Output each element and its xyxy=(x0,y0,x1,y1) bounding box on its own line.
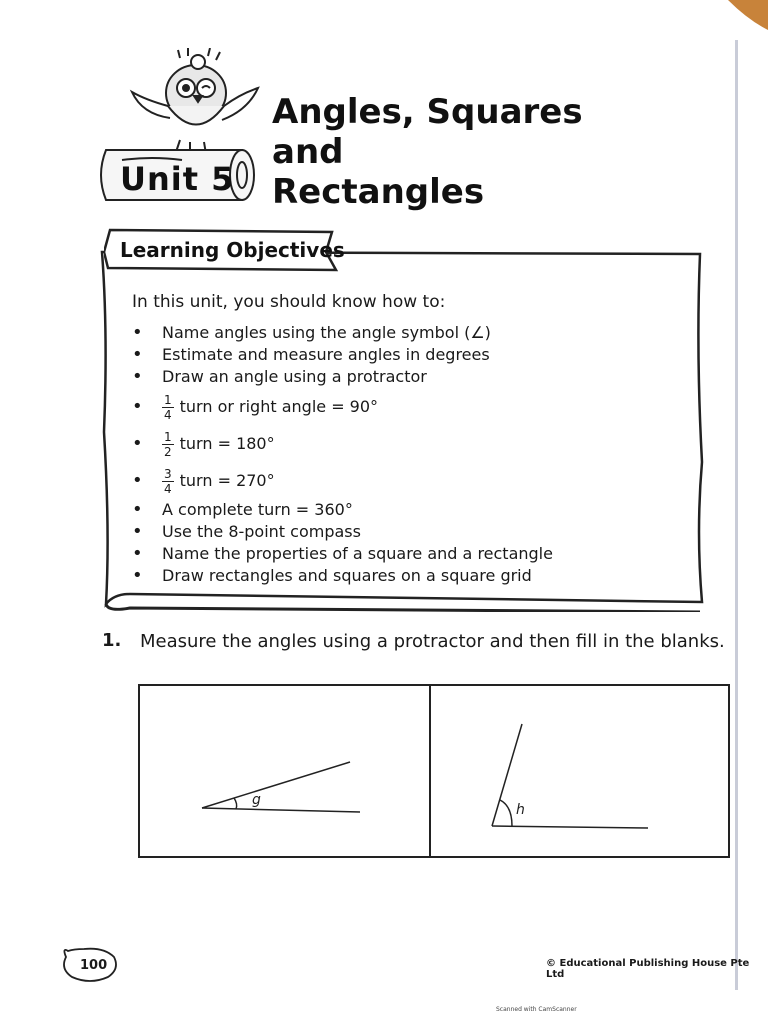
objectives-intro: In this unit, you should know how to: xyxy=(132,292,446,312)
list-item: • Use the 8-point compass xyxy=(132,521,572,543)
list-item: • Estimate and measure angles in degrees xyxy=(132,344,572,366)
fraction: • $\frac{1}{2}$ xyxy=(164,430,172,459)
question-text: Measure the angles using a protractor and then fill in the blanks. xyxy=(140,631,725,652)
angle-h-label: h xyxy=(516,802,525,818)
fraction: • $\frac{3}{4}$ xyxy=(164,467,172,496)
copyright: © Educational Publishing House Pte Ltd xyxy=(546,958,750,980)
list-item: • Name angles using the angle symbol (∠) xyxy=(132,322,572,344)
angle-g-label: g xyxy=(252,792,261,808)
list-item: • $\frac{1}{2}$ turn = 180° xyxy=(132,425,572,462)
list-item: • $\frac{3}{4}$ turn = 270° xyxy=(132,462,572,499)
page-title-line1: Angles, Squares and xyxy=(272,92,583,172)
list-item: • A complete turn = 360° xyxy=(132,499,572,521)
unit-label: Unit 5 xyxy=(120,160,235,198)
scanned-watermark: Scanned with CamScanner xyxy=(496,1006,577,1013)
page-corner-decoration xyxy=(728,0,768,30)
list-item: • Name the properties of a square and a rectangle xyxy=(132,543,572,565)
page-spine-shadow xyxy=(735,40,738,990)
list-item: • Draw an angle using a protractor xyxy=(132,366,572,388)
objectives-list xyxy=(132,322,572,587)
page-title-line2: Rectangles xyxy=(272,172,485,212)
list-item: • $\frac{1}{4}$ turn or right angle = 90° xyxy=(132,388,572,425)
list-item: • Draw rectangles and squares on a square grid xyxy=(132,565,572,587)
objectives-heading: Learning Objectives xyxy=(120,238,345,262)
page-number: 100 xyxy=(80,958,108,973)
fraction: • $\frac{1}{4}$ xyxy=(164,393,172,422)
page-title xyxy=(272,92,632,212)
angle-g xyxy=(202,762,360,812)
question-number: 1. xyxy=(102,630,122,651)
angles-figure xyxy=(138,684,730,858)
